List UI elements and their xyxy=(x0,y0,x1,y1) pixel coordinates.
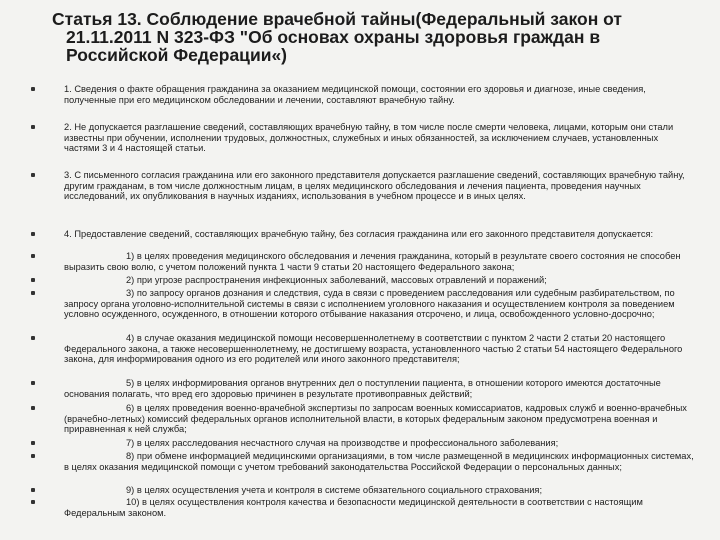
bullet-icon xyxy=(31,278,35,282)
bullet-icon xyxy=(31,381,35,385)
bullet-icon xyxy=(31,254,35,258)
bullet-icon xyxy=(31,125,35,129)
slide-title xyxy=(52,10,692,64)
bullet-icon xyxy=(31,406,35,410)
bullet-icon xyxy=(31,232,35,236)
bullet-icon xyxy=(31,488,35,492)
sub-list-item-text: 9) в целях осуществления учета и контроля в системе обязательного социального страхования; xyxy=(126,485,543,495)
title-line-1: Статья 13. Соблюдение врачебной тайны(Федеральный закон от xyxy=(52,9,622,29)
list-item-text: 1. Сведения о факте обращения гражданина за оказанием медицинской помощи, состоянии его здоровья и диагнозе, иные сведения, полученные при его медицинском обследовании и лечении, составляют врачебную тайну. xyxy=(64,84,646,105)
sub-list-item-text: 6) в целях проведения военно-врачебной экспертизы по запросам военных комиссариатов, кадровых служб и военно-врачебных (врачебно-летных) комиссий федеральных органов исполнительной власти, в которых федеральным законом предусмотрена военная и приравненная к ней служба; xyxy=(64,403,687,435)
title-line-2: 21.11.2011 N 323-ФЗ "Об основах охраны здоровья граждан в xyxy=(66,27,601,47)
bullet-icon xyxy=(31,173,35,177)
bullet-icon xyxy=(31,336,35,340)
sub-list-item-text: 8) при обмене информацией медицинскими организациями, в том числе размещенной в медицинских информационных системах, в целях оказания медицинской помощи с учетом требований законодательства Российской Федерации о персональных данных; xyxy=(64,451,694,472)
sub-list-item-text: 10) в целях осуществления контроля качества и безопасности медицинской деятельности в соответствии с настоящим Федеральным законом. xyxy=(64,497,643,518)
bullet-icon xyxy=(31,454,35,458)
bullet-icon xyxy=(31,441,35,445)
title-line-3: Российской Федерации«) xyxy=(66,45,288,65)
sub-list-item-text: 1) в целях проведения медицинского обследования и лечения гражданина, который в результате своего состояния не способен выразить свою волю, с учетом положений пункта 1 части 9 статьи 20 настоящего Федерального закона; xyxy=(64,251,681,272)
bullet-icon xyxy=(31,87,35,91)
sub-list-item-text: 4) в случае оказания медицинской помощи несовершеннолетнему в соответствии с пунктом 2 части 2 статьи 20 настоящего Федерального закона, а также несовершеннолетнему, не достигшему возраста, установленного частью 2 статьи 54 настоящего Федерального закона, для информирования одного из его родителей или иного законного представителя; xyxy=(64,333,683,365)
sub-list-item-text: 5) в целях информирования органов внутренних дел о поступлении пациента, в отношении которого имеются достаточные основания полагать, что вред его здоровью причинен в результате противоправных действий; xyxy=(64,378,661,399)
bullet-icon xyxy=(31,500,35,504)
list-item-text: 4. Предоставление сведений, составляющих врачебную тайну, без согласия гражданина или его законного представителя допускается: xyxy=(64,229,654,239)
sub-list-item-text: 3) по запросу органов дознания и следствия, суда в связи с проведением расследования или судебным разбирательством, по запросу органа уголовно-исполнительной системы в связи с исполнением уголовного наказания и осуществлением контроля за поведением условно осужденного, осужденного, в отношении которого отбывание наказания отсрочено, и лица, освобожденного условно-досрочно; xyxy=(64,288,675,320)
sub-list-item-text: 2) при угрозе распространения инфекционных заболеваний, массовых отравлений и поражений; xyxy=(126,275,547,285)
bullet-icon xyxy=(31,291,35,295)
sub-list-item-text: 7) в целях расследования несчастного случая на производстве и профессионального заболевания; xyxy=(126,438,559,448)
list-item-text: 3. С письменного согласия гражданина или его законного представителя допускается разглашение сведений, составляющих врачебную тайну, другим гражданам, в том числе должностным лицам, в целях медицинского обследования и лечения пациента, проведения научных исследований, их опубликования в научных изданиях, использования в учебном процессе и в иных целях. xyxy=(64,170,685,202)
list-item-text: 2. Не допускается разглашение сведений, составляющих врачебную тайну, в том числе после смерти человека, лицами, которым они стали известны при обучении, исполнении трудовых, должностных, служебных и иных обязанностей, за исключением случаев, установленных частями 3 и 4 настоящей статьи. xyxy=(64,122,674,154)
